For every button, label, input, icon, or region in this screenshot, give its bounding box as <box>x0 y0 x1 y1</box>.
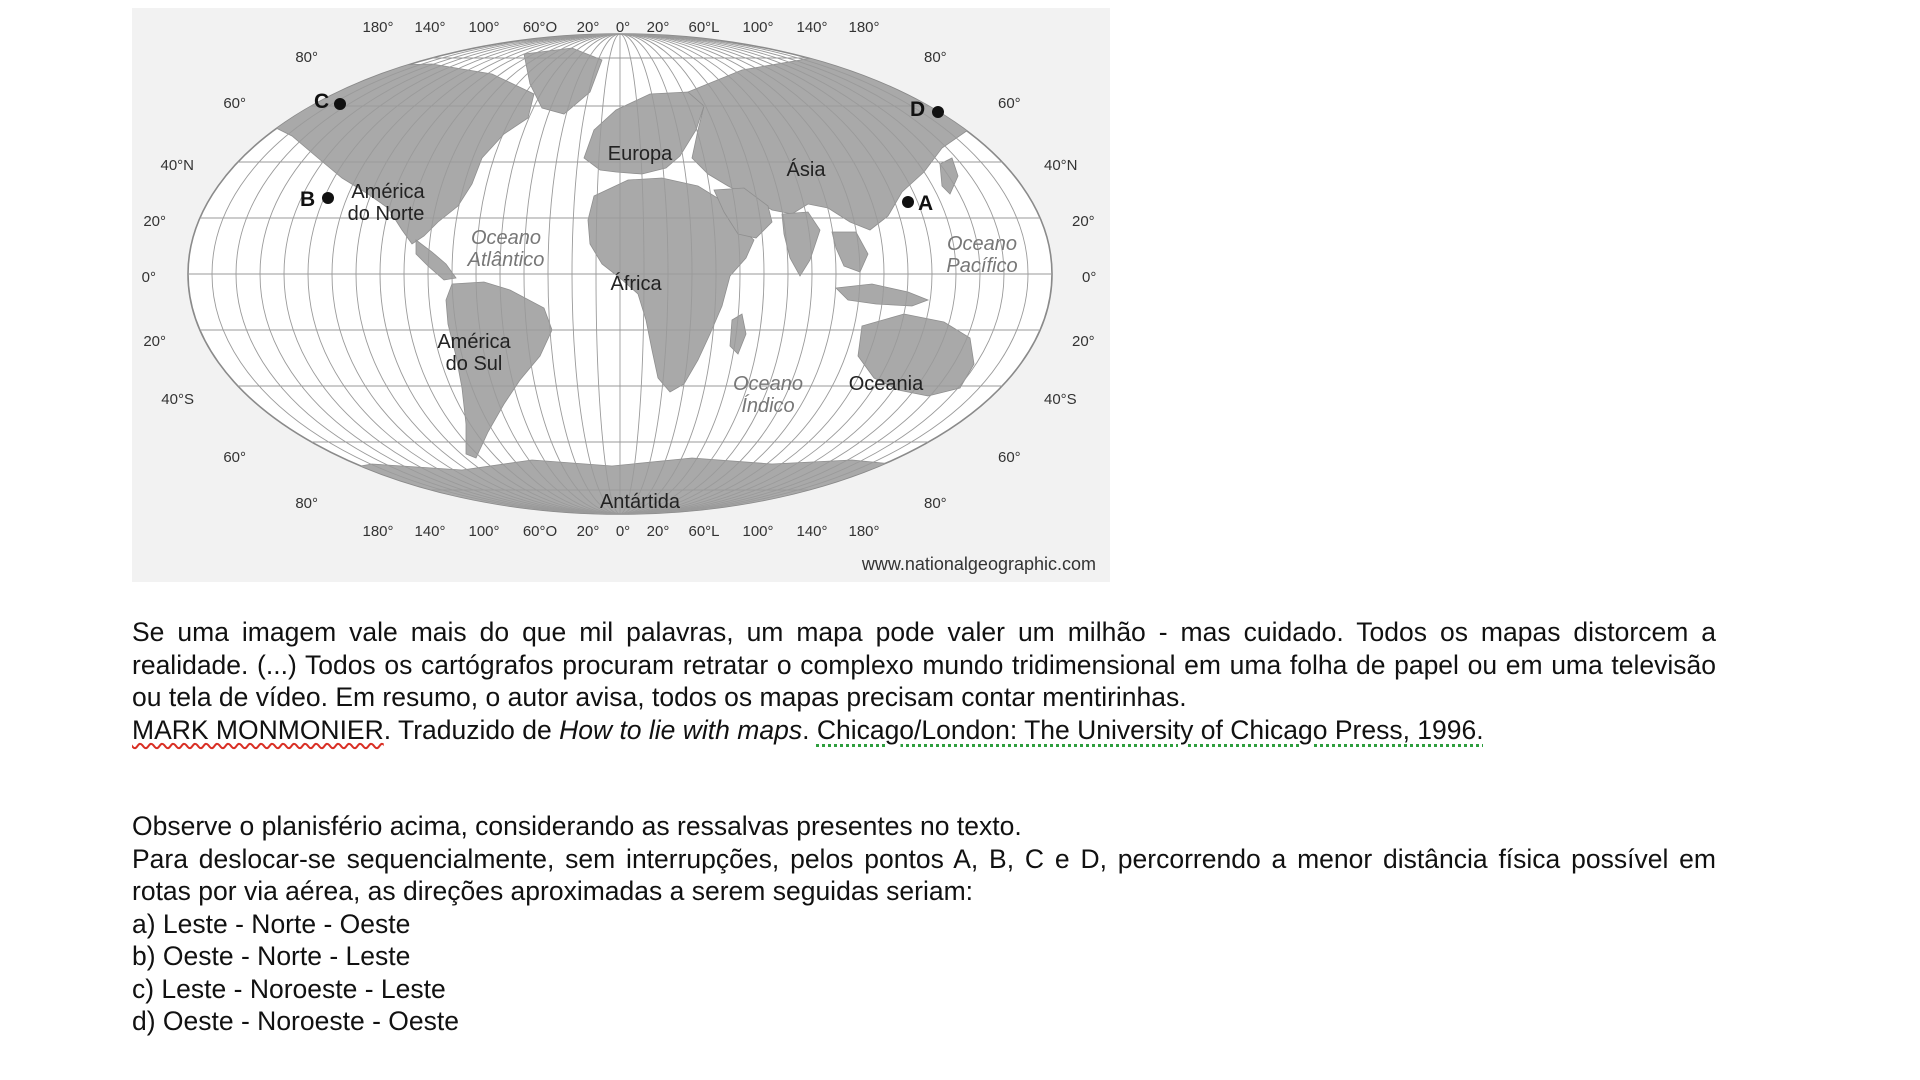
lon-bottom-label: 180° <box>848 523 880 540</box>
lat-left-label: 80° <box>295 495 318 512</box>
point-d-label: D <box>910 98 926 121</box>
lat-left-label: 20° <box>143 213 166 230</box>
quote-block <box>132 616 1716 746</box>
label-america-norte: América <box>351 181 425 203</box>
lat-right-label: 20° <box>1072 333 1095 350</box>
citation-publisher: Chicago/London: The University of Chicago Press, 1996. <box>816 714 1484 745</box>
label-oceano-pacifico: Oceano <box>946 233 1018 255</box>
option-d[interactable]: d) Oeste - Noroeste - Oeste <box>132 1006 459 1036</box>
quote-paragraph: Se uma imagem vale mais do que mil palavras, um mapa pode valer um milhão - mas cuidado. Todos os mapas distorcem a realidade. (...) Todos os cartógrafos procuram retratar o complexo mundo tridimensional em uma folha de papel ou em uma televisão ou tela de vídeo. Em resumo, o autor avisa, todos os mapas precisam contar mentirinhas. <box>132 617 1716 712</box>
label-oceano-indico: Índico <box>741 395 795 417</box>
point-b-marker <box>322 192 334 204</box>
lat-left-label: 40°S <box>161 391 194 408</box>
lat-right-label: 80° <box>924 495 947 512</box>
label-america-sul: do Sul <box>445 353 503 375</box>
lon-bottom-label: 100° <box>468 523 500 540</box>
lon-top-label: 100° <box>742 19 774 36</box>
lat-right-label: 40°N <box>1044 157 1078 174</box>
lat-left-label: 60° <box>223 449 246 466</box>
world-map-figure <box>132 8 1110 582</box>
citation-author: MARK MONMONIER <box>132 714 384 745</box>
lat-left-label: 40°N <box>160 157 194 174</box>
label-antartida: Antártida <box>599 491 681 513</box>
lon-bottom-label: 20° <box>646 523 670 540</box>
label-america-sul: América <box>437 331 511 353</box>
lat-right-label: 40°S <box>1044 391 1077 408</box>
option-b[interactable]: b) Oeste - Norte - Leste <box>132 941 411 971</box>
lon-bottom-label: 60°O <box>522 523 558 540</box>
citation-separator: . <box>802 714 817 745</box>
label-oceania: Oceania <box>848 373 924 395</box>
lat-right-label: 60° <box>998 95 1021 112</box>
lat-right-label: 60° <box>998 449 1021 466</box>
citation-connector: . Traduzido de <box>383 714 560 745</box>
lon-top-label: 20° <box>646 19 670 36</box>
lat-right-label: 80° <box>924 49 947 66</box>
lon-top-label: 20° <box>576 19 600 36</box>
lon-bottom-label: 20° <box>576 523 600 540</box>
point-c-marker <box>334 98 346 110</box>
lon-bottom-label: 140° <box>414 523 446 540</box>
label-africa: África <box>610 273 662 295</box>
label-oceano-indico: Oceano <box>732 373 804 395</box>
lon-bottom-label: 0° <box>615 523 631 540</box>
question-prompt: Para deslocar-se sequencialmente, sem interrupções, pelos pontos A, B, C e D, percorrendo a menor distância física possível em rotas por via aérea, as direções aproximadas a serem seguidas seriam: <box>132 843 1716 906</box>
lon-bottom-label: 140° <box>796 523 828 540</box>
point-d-marker <box>932 106 944 118</box>
lon-top-label: 140° <box>414 19 446 36</box>
question-block <box>132 810 1716 1038</box>
lat-left-label: 20° <box>143 333 166 350</box>
lon-top-label: 180° <box>848 19 880 36</box>
lon-bottom-label: 60°L <box>688 523 720 540</box>
lon-bottom-label: 180° <box>362 523 394 540</box>
lon-top-label: 0° <box>615 19 631 36</box>
world-map-svg <box>132 8 1110 582</box>
citation-book-title: How to lie with maps <box>559 714 803 745</box>
label-asia: Ásia <box>786 159 826 181</box>
label-oceano-pacifico: Pacífico <box>946 255 1018 277</box>
question-intro: Observe o planisfério acima, considerando as ressalvas presentes no texto. <box>132 811 1022 841</box>
label-oceano-atlantico: Atlântico <box>467 249 545 271</box>
map-source-credit: www.nationalgeographic.com <box>861 554 1096 574</box>
label-europa: Europa <box>607 143 673 165</box>
lon-top-label: 60°L <box>688 19 720 36</box>
label-oceano-atlantico: Oceano <box>470 227 542 249</box>
land-new-zealand <box>994 400 1012 432</box>
label-america-norte: do Norte <box>347 203 425 225</box>
citation-line <box>132 714 1716 747</box>
lon-top-label: 180° <box>362 19 394 36</box>
lat-left-label: 0° <box>141 269 156 286</box>
lon-bottom-label: 100° <box>742 523 774 540</box>
point-b-label: B <box>300 188 316 211</box>
lat-left-label: 60° <box>223 95 246 112</box>
option-c[interactable]: c) Leste - Noroeste - Leste <box>132 973 446 1004</box>
lon-top-label: 60°O <box>522 19 558 36</box>
lon-top-label: 100° <box>468 19 500 36</box>
lat-right-label: 20° <box>1072 213 1095 230</box>
point-a-marker <box>902 196 914 208</box>
lat-right-label: 0° <box>1082 269 1097 286</box>
point-a-label: A <box>918 192 934 215</box>
lon-top-label: 140° <box>796 19 828 36</box>
point-c-label: C <box>314 90 330 113</box>
option-a[interactable]: a) Leste - Norte - Oeste <box>132 908 411 939</box>
lat-left-label: 80° <box>295 49 318 66</box>
